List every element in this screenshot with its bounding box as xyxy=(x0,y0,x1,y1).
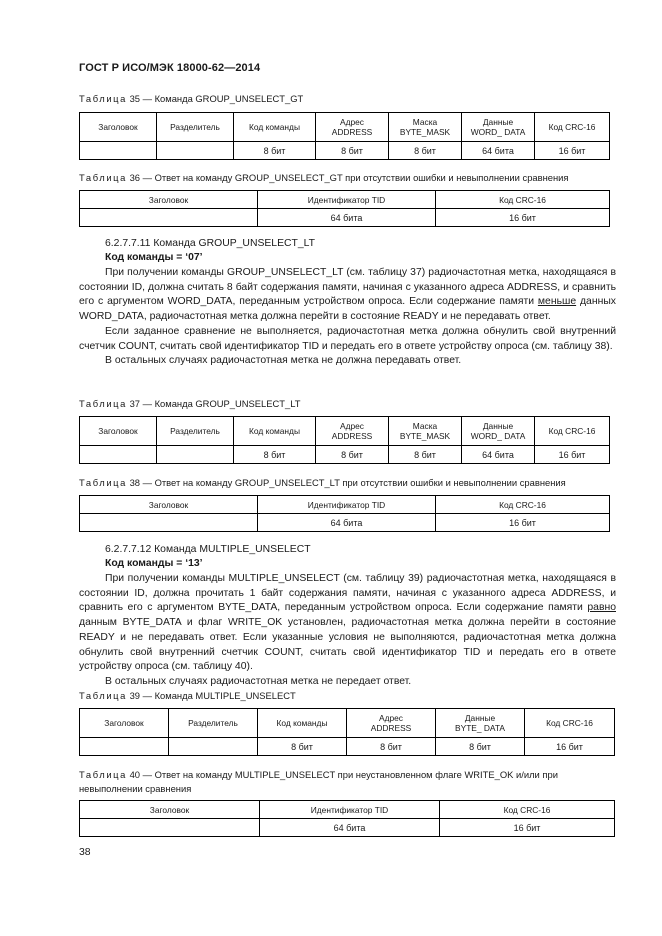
document-header: ГОСТ Р ИСО/МЭК 18000-62—2014 xyxy=(79,62,261,74)
header-cell: Идентификатор TID xyxy=(260,801,440,819)
value-cell: 16 бит xyxy=(535,446,610,464)
value-cell: 16 бит xyxy=(525,738,615,756)
table-35-caption xyxy=(79,93,303,104)
value-cell: 64 бита xyxy=(462,446,535,464)
paragraph xyxy=(79,266,616,325)
header-cell: Адрес ADDRESS xyxy=(316,113,389,142)
paragraph-text: данным BYTE_DATA и флаг WRITE_OK установлен, радиочастотная метка должна перейти в состояние READY и не передавать ответ. Если указанные условия не выполняются, радиочастотная метка должна обнулить свой внутренний счетчик COUNT, считать свой идентификатор TID и передать его в ответе устройству опроса (см. таблицу 40). xyxy=(79,617,616,673)
value-cell: 16 бит xyxy=(436,514,610,532)
header-cell: Код CRC-16 xyxy=(535,417,610,446)
value-cell: 8 бит xyxy=(316,446,389,464)
value-cell: 8 бит xyxy=(258,738,347,756)
paragraph xyxy=(79,572,616,675)
caption-text: 40 — Ответ на команду MULTIPLE_UNSELECT при неустановленном флаге WRITE_OK и/или при невыполнении сравнения xyxy=(79,769,558,794)
section-heading: 6.2.7.7.12 Команда MULTIPLE_UNSELECT xyxy=(105,544,311,555)
value-cell xyxy=(80,514,258,532)
header-cell: Заголовок xyxy=(80,801,260,819)
section-body xyxy=(79,572,616,690)
table-38-caption xyxy=(79,477,566,488)
command-code: Код команды = ‘13’ xyxy=(105,558,203,569)
header-cell: Адрес ADDRESS xyxy=(316,417,389,446)
page-number: 38 xyxy=(79,847,91,858)
value-cell: 64 бита xyxy=(258,209,436,227)
caption-text: 37 — Команда GROUP_UNSELECT_LT xyxy=(126,398,301,409)
value-cell: 16 бит xyxy=(436,209,610,227)
header-cell: Маска BYTE_MASK xyxy=(389,417,462,446)
table-40 xyxy=(79,800,615,837)
header-cell: Код команды xyxy=(234,417,316,446)
header-cell: Код CRC-16 xyxy=(436,191,610,209)
value-cell: 8 бит xyxy=(389,446,462,464)
caption-text: 38 — Ответ на команду GROUP_UNSELECT_LT при отсутствии ошибки и невыполнении сравнения xyxy=(126,477,566,488)
value-cell xyxy=(80,819,260,837)
header-cell: Заголовок xyxy=(80,496,258,514)
header-cell: Разделитель xyxy=(169,709,258,738)
header-cell: Маска BYTE_MASK xyxy=(389,113,462,142)
table-37-caption xyxy=(79,398,300,409)
table-label: Таблица xyxy=(79,769,127,780)
value-cell xyxy=(169,738,258,756)
table-label: Таблица xyxy=(79,93,127,104)
value-cell: 8 бит xyxy=(316,142,389,160)
value-cell: 8 бит xyxy=(389,142,462,160)
value-cell: 8 бит xyxy=(234,142,316,160)
header-cell: Данные WORD_ DATA xyxy=(462,417,535,446)
header-cell: Код CRC-16 xyxy=(440,801,615,819)
value-cell: 64 бита xyxy=(462,142,535,160)
header-cell: Код команды xyxy=(258,709,347,738)
table-39 xyxy=(79,708,615,756)
table-35 xyxy=(79,112,610,160)
value-cell: 64 бита xyxy=(260,819,440,837)
paragraph-text: При получении команды GROUP_UNSELECT_LT (см. таблицу 37) радиочастотная метка, находящаяся в состоянии ID, должна считать 8 байт содержания памяти, начиная с указанного адреса ADDRESS, и сравнить его с аргументом WORD_DATA, переданным устройством опроса. Если содержание памяти xyxy=(79,267,616,308)
paragraph-text: данных WORD_DATA, радиочастотная метка должна перейти в состояние READY и не передавать ответ. xyxy=(79,296,616,323)
header-cell: Заголовок xyxy=(80,191,258,209)
section-body xyxy=(79,266,616,369)
table-40-caption xyxy=(79,768,616,796)
value-cell xyxy=(80,142,157,160)
value-cell: 8 бит xyxy=(234,446,316,464)
value-cell xyxy=(157,446,234,464)
table-label: Таблица xyxy=(79,477,127,488)
header-cell: Данные BYTE_ DATA xyxy=(436,709,525,738)
header-cell: Идентификатор TID xyxy=(258,496,436,514)
table-36 xyxy=(79,190,610,227)
value-cell: 64 бита xyxy=(258,514,436,532)
caption-text: 36 — Ответ на команду GROUP_UNSELECT_GT при отсутствии ошибки и невыполнении сравнения xyxy=(126,172,569,183)
value-cell: 16 бит xyxy=(440,819,615,837)
value-cell: 8 бит xyxy=(347,738,436,756)
header-cell: Код CRC-16 xyxy=(436,496,610,514)
caption-text: 39 — Команда MULTIPLE_UNSELECT xyxy=(126,690,296,701)
paragraph: В остальных случаях радиочастотная метка не передает ответ. xyxy=(105,675,412,687)
command-code: Код команды = ‘07’ xyxy=(105,252,203,263)
header-cell: Заголовок xyxy=(80,709,169,738)
table-36-caption xyxy=(79,172,568,183)
paragraph: В остальных случаях радиочастотная метка не должна передавать ответ. xyxy=(105,355,462,367)
header-cell: Разделитель xyxy=(157,417,234,446)
header-cell: Адрес ADDRESS xyxy=(347,709,436,738)
table-label: Таблица xyxy=(79,690,127,701)
table-37 xyxy=(79,416,610,464)
table-39-caption xyxy=(79,690,296,701)
underlined-word: меньше xyxy=(537,296,577,308)
value-cell xyxy=(80,209,258,227)
section-heading: 6.2.7.7.11 Команда GROUP_UNSELECT_LT xyxy=(105,238,315,249)
header-cell: Заголовок xyxy=(80,417,157,446)
value-cell xyxy=(157,142,234,160)
header-cell: Данные WORD_ DATA xyxy=(462,113,535,142)
table-label: Таблица xyxy=(79,172,127,183)
value-cell xyxy=(80,738,169,756)
value-cell: 16 бит xyxy=(535,142,610,160)
value-cell: 8 бит xyxy=(436,738,525,756)
paragraph: Если заданное сравнение не выполняется, радиочастотная метка должна обнулить свой внутренний счетчик COUNT, считать свой идентификатор TID и передать его в ответе устройству опроса (см. таблицу 38). xyxy=(79,325,616,352)
header-cell: Код команды xyxy=(234,113,316,142)
header-cell: Код CRC-16 xyxy=(525,709,615,738)
underlined-word: равно xyxy=(587,602,616,614)
header-cell: Заголовок xyxy=(80,113,157,142)
header-cell: Разделитель xyxy=(157,113,234,142)
paragraph-text: При получении команды MULTIPLE_UNSELECT (см. таблицу 39) радиочастотная метка, находящаяся в состоянии ID, должна прочитать 1 байт содержания памяти, начиная с указанного адреса ADDRESS, и сравнить его с аргументом BYTE_DATA, переданным устройством опроса. Если содержание памяти xyxy=(79,573,616,614)
header-cell: Код CRC-16 xyxy=(535,113,610,142)
table-38 xyxy=(79,495,610,532)
value-cell xyxy=(80,446,157,464)
table-label: Таблица xyxy=(79,398,127,409)
header-cell: Идентификатор TID xyxy=(258,191,436,209)
caption-text: 35 — Команда GROUP_UNSELECT_GT xyxy=(126,93,304,104)
